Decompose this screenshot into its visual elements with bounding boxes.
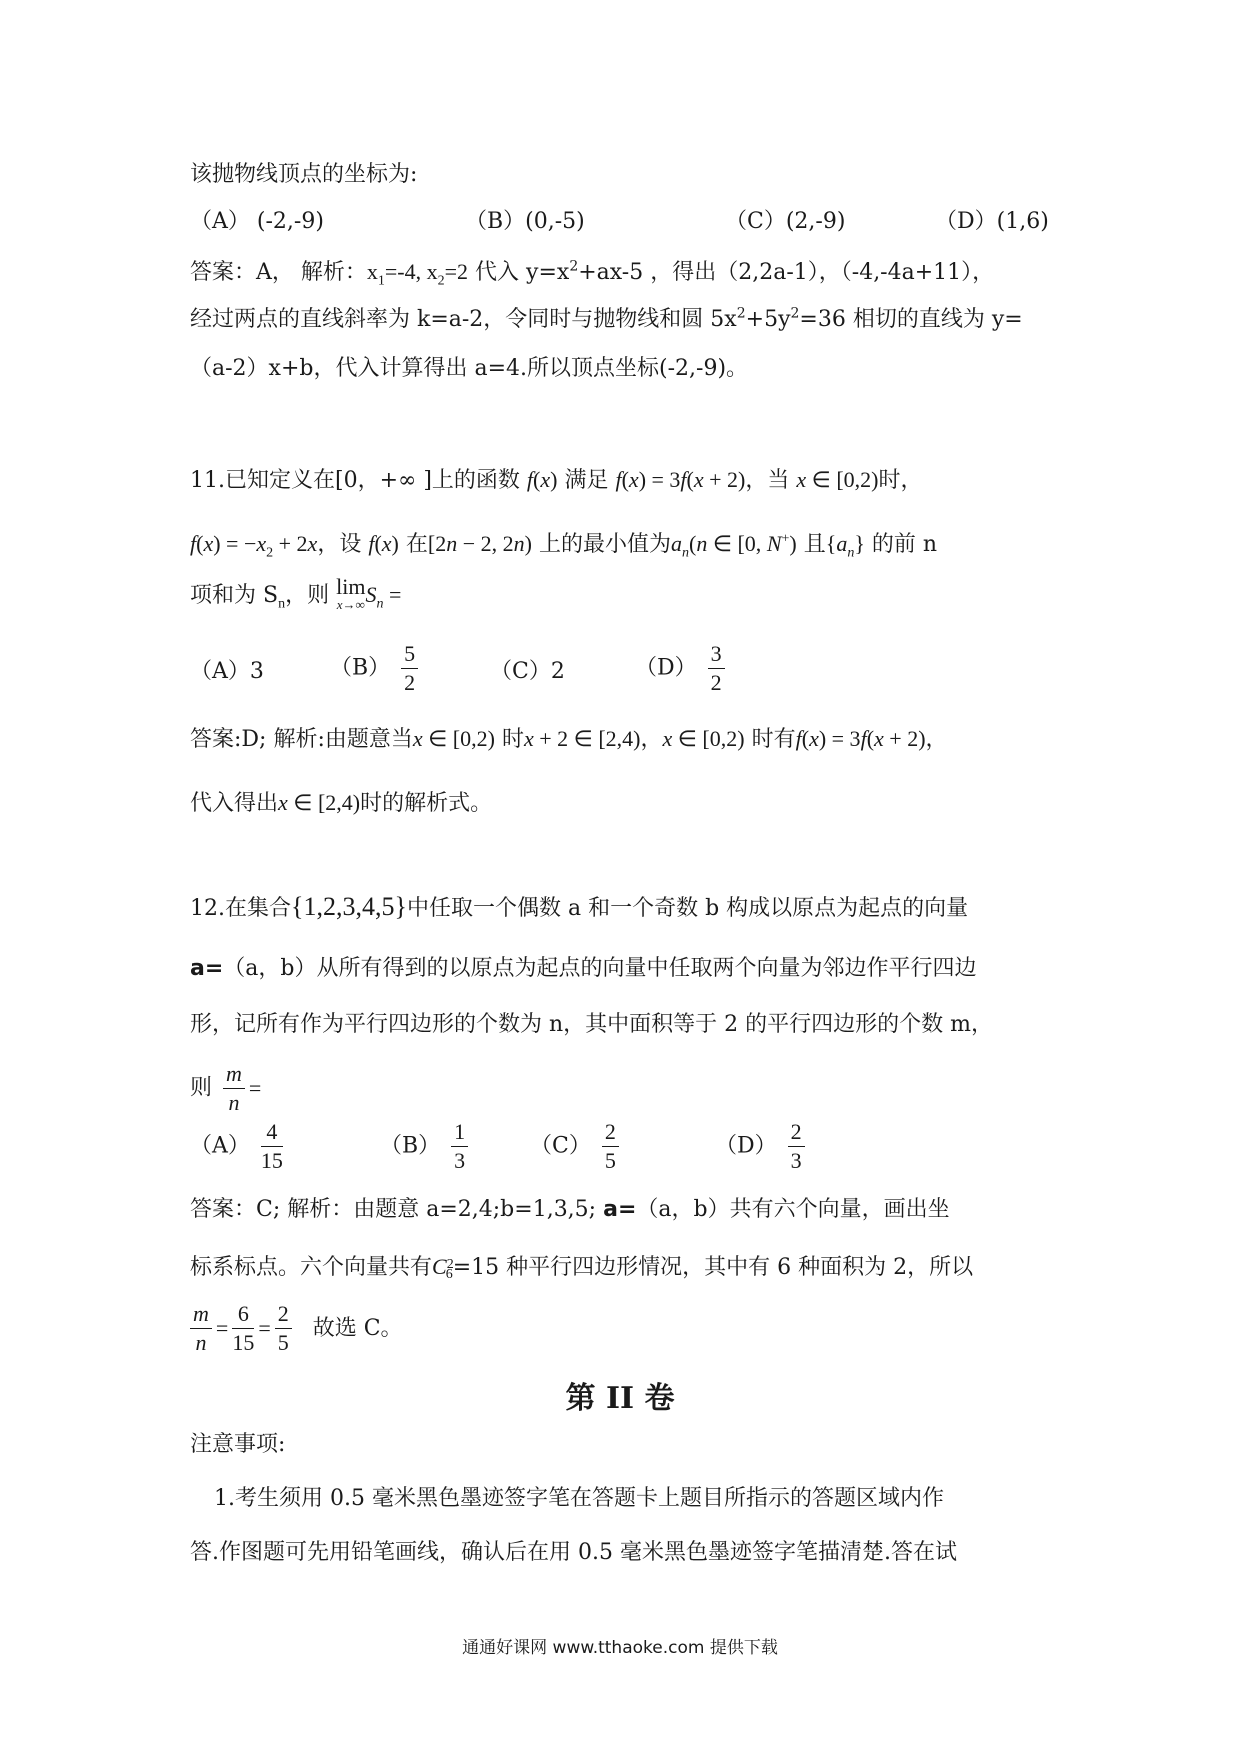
- q12-answer-line2: 标系标点。六个向量共有$C^2_6=15$ 种平行四边形情况，其中有 6 种面积为 2，所以: [190, 1254, 974, 1282]
- q11-option-d: （D） $\frac{3}{2}$: [635, 640, 729, 697]
- q11-answer-line1: 答案:D; 解析:由题意当x ∈ [0,2) 时x + 2 ∈ [2,4)，x ∈ [0,2) 时有f(x) = 3f(x + 2)，: [190, 726, 948, 752]
- q10-answer-line1: 答案：A， 解析：$x_1=-4$, $x_2=2$ 代入 $y=x^2+ax-5$ ，得出（2,2a-1），（-4,-4a+11），: [190, 258, 995, 289]
- q10-answer-line2: 经过两点的直线斜率为 k=a-2，令同时与抛物线和圆 $5x^2+5y^2=36$ 相切的直线为 y=: [190, 305, 1023, 332]
- q12-stem-line3: 形，记所有作为平行四边形的个数为 n，其中面积等于 2 的平行四边形的个数 m，: [190, 1012, 994, 1037]
- q10-intro: 该抛物线顶点的坐标为:: [190, 162, 418, 187]
- q12-option-a: （A） $\frac{4}{15}$: [190, 1119, 283, 1173]
- section-title: 第 II 卷: [565, 1381, 675, 1416]
- q12-answer-line3: $\frac{m}{n}$ = $\frac{6}{15}$ = $\frac{2}{5}$ 故选 C。: [190, 1300, 403, 1357]
- notice-item1-line1: 1.考生须用 0.5 毫米黑色墨迹签字笔在答题卡上题目所指示的答题区域内作: [214, 1486, 944, 1511]
- q12-answer-line1: 答案：C; 解析：由题意 a=2,4;b=1,3,5; a=（a，b）共有六个向量，画出坐: [190, 1197, 950, 1222]
- q11-stem-line3: 项和为 $S_n$，则 lim x→∞ $S_n$ =: [190, 574, 402, 612]
- notice-item1-line2: 答.作图题可先用铅笔画线，确认后在用 0.5 毫米黑色墨迹签字笔描清楚.答在试: [190, 1540, 957, 1565]
- q12-option-c: （C） $\frac{2}{5}$: [530, 1118, 623, 1175]
- q10-answer-line3: （a-2）x+b，代入计算得出 a=4.所以顶点坐标(-2,-9)。: [190, 356, 749, 381]
- q11-stem-line1: 11.已知定义在[0，+∞ ]上的函数 f(x) 满足 f(x) = 3f(x + 2)，当 x ∈ [0,2)时，: [190, 467, 923, 493]
- q11-option-a: （A）3: [190, 659, 264, 684]
- footer-watermark: 通通好课网 www.tthaoke.com 提供下载: [462, 1638, 778, 1658]
- q10-option-c: （C）(2,-9): [725, 209, 846, 234]
- q12-stem-line4: 则 $\frac{m}{n}$ =: [190, 1061, 262, 1115]
- q10-option-d: （D）(1,6): [935, 209, 1049, 234]
- notice-heading: 注意事项:: [190, 1432, 286, 1457]
- q10-option-a: （A） (-2,-9): [190, 209, 324, 234]
- q11-option-b: （B） $\frac{5}{2}$: [330, 640, 422, 697]
- q12-option-d: （D） $\frac{2}{3}$: [715, 1118, 809, 1175]
- q10-option-b: （B）(0,-5): [465, 209, 585, 234]
- q11-option-c: （C）2: [490, 659, 565, 684]
- q11-stem-line2: $f(x) = -x_2 + 2x$，设 f(x) 在[2n − 2, 2n) 上的最小值为$a_n(n$ ∈ [0, N+) 且$\{a_n\}$ 的前 n: [190, 531, 938, 561]
- q12-stem-line2: a=（a，b）从所有得到的以原点为起点的向量中任取两个向量为邻边作平行四边: [190, 956, 977, 981]
- q12-option-b: （B） $\frac{1}{3}$: [380, 1118, 472, 1175]
- q12-stem-line1: 12.在集合{1,2,3,4,5}中任取一个偶数 a 和一个奇数 b 构成以原点为起点的向量: [190, 892, 969, 921]
- q11-answer-line2: 代入得出x ∈ [2,4)时的解析式。: [190, 790, 493, 816]
